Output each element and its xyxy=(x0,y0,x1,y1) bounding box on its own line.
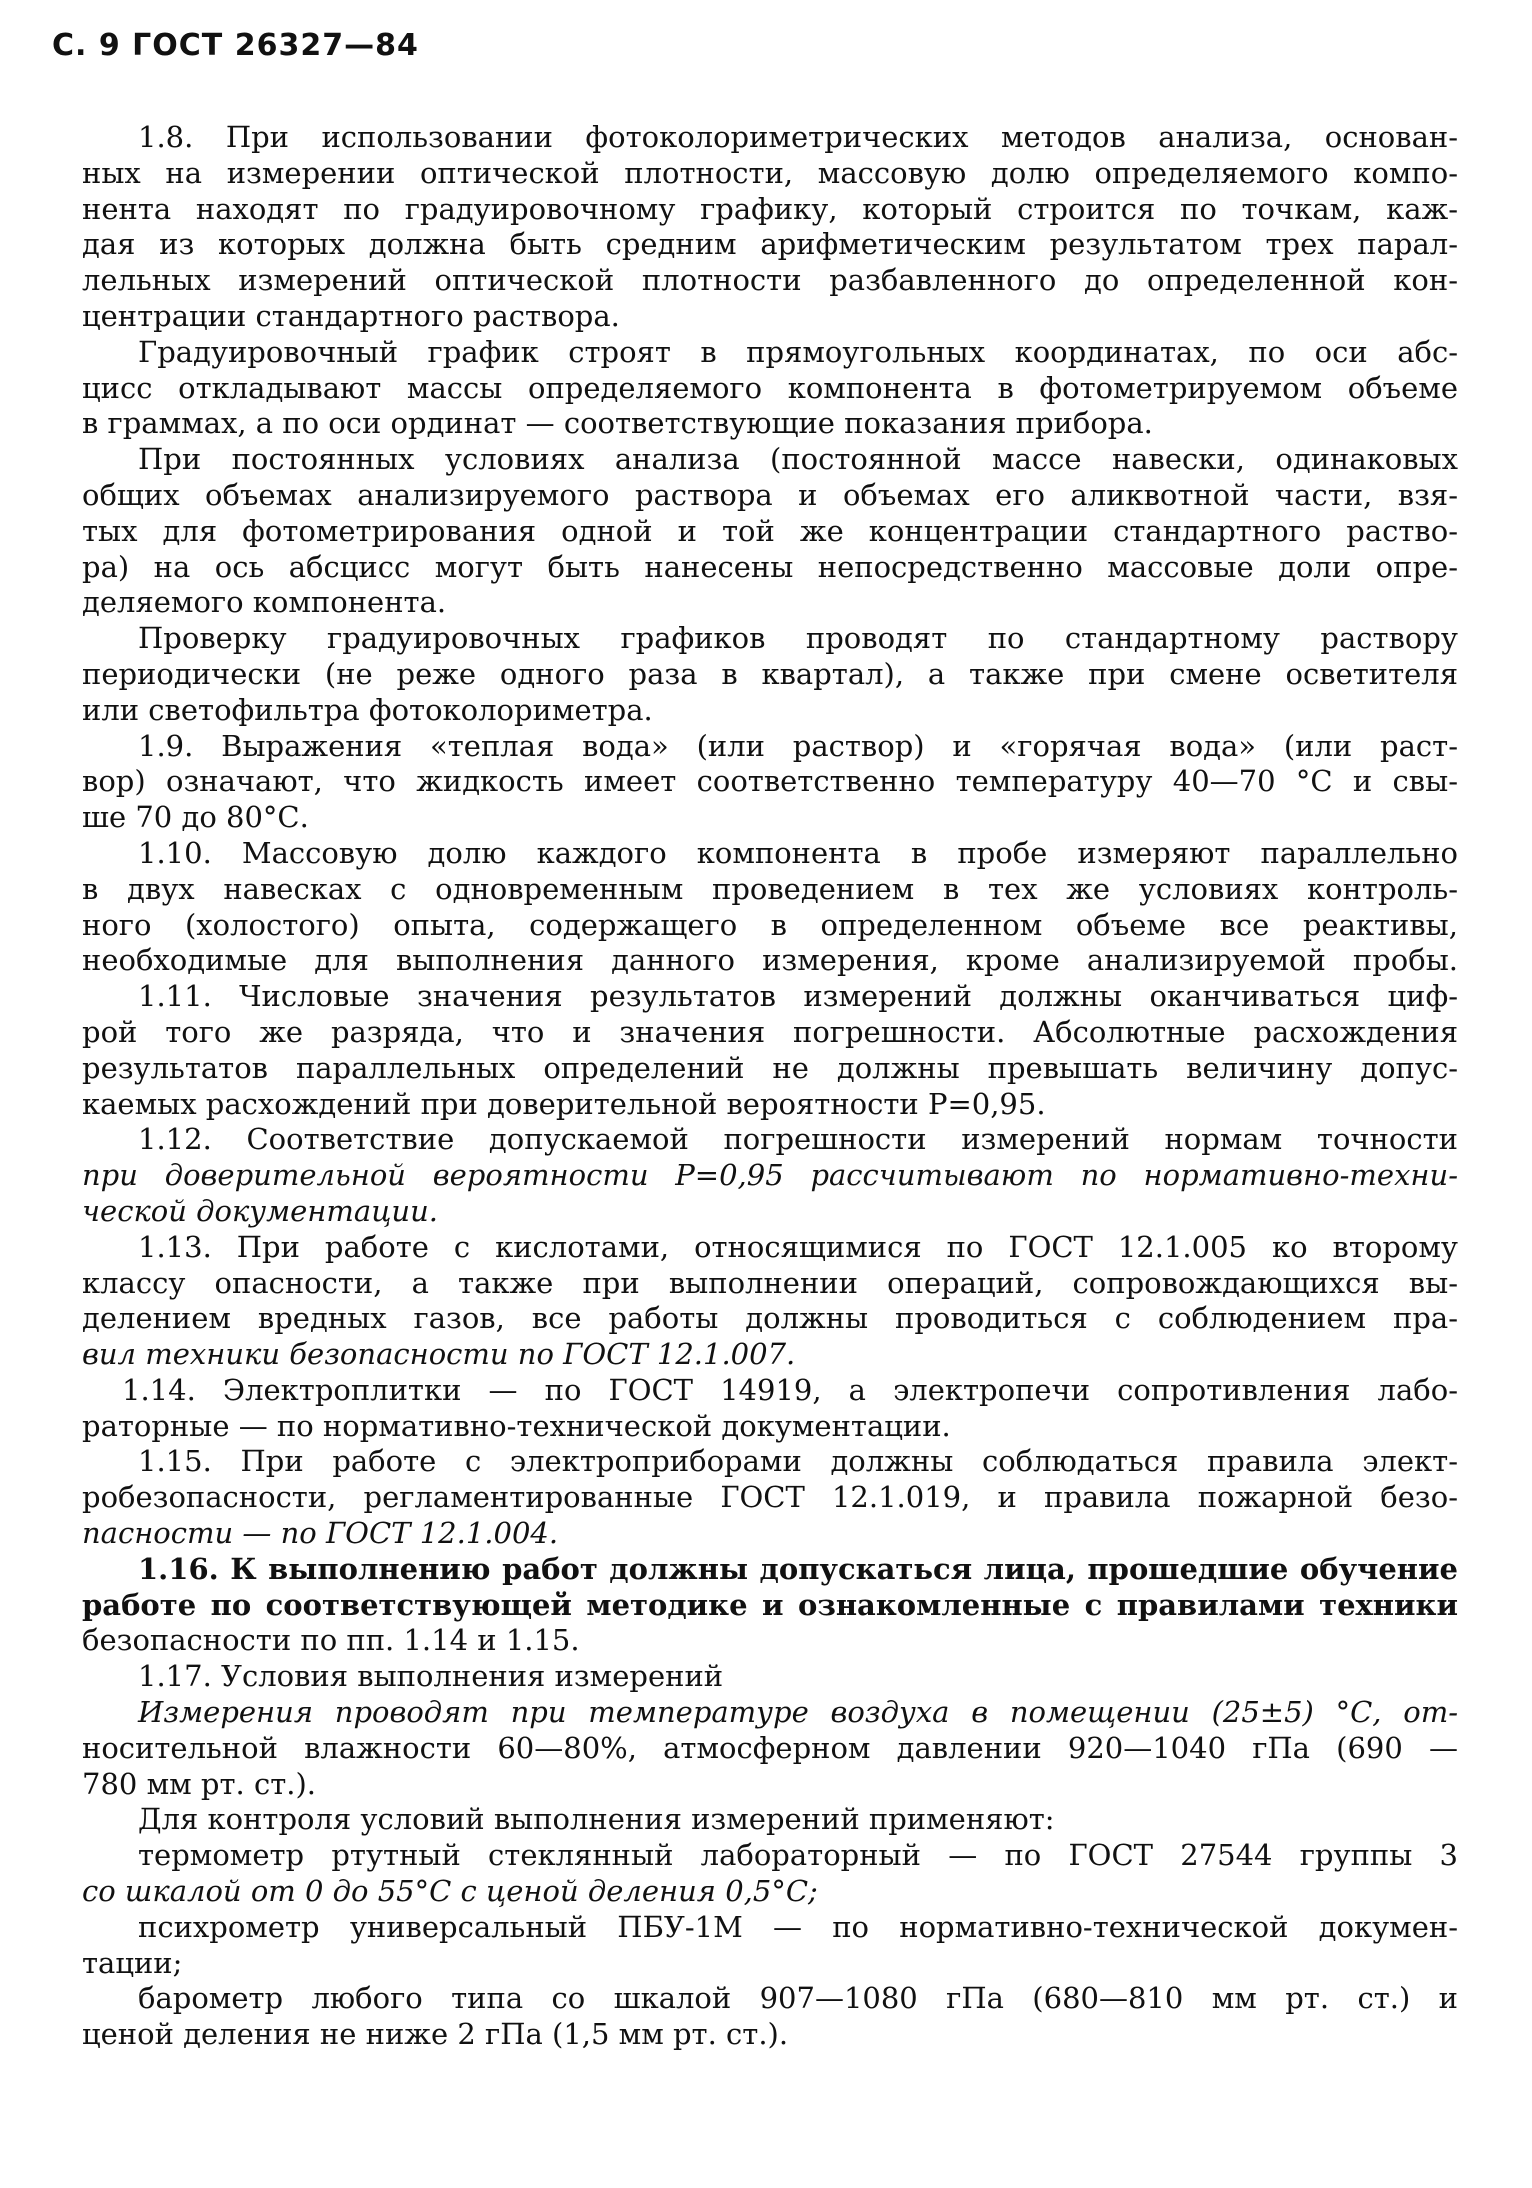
text-line: психрометр универсальный ПБУ-1М — по нормативно-технической докумен- xyxy=(138,1909,1458,1944)
text-line: нента находят по градуировочному графику, который строится по точкам, каж- xyxy=(82,191,1458,226)
paragraph-constant-conditions xyxy=(82,442,1458,621)
text-line: 1.16. К выполнению работ должны допускаться лица, прошедшие обучение xyxy=(138,1551,1458,1586)
text-line: или светофильтра фотоколориметра. xyxy=(82,692,653,727)
paragraph-control-intro xyxy=(138,1802,1458,1838)
text-line: 1.12. Соответствие допускаемой погрешности измерений нормам точности xyxy=(138,1122,1458,1157)
text-line: ных на измерении оптической плотности, массовую долю определяемого компо- xyxy=(82,155,1458,190)
text-line: работе по соответствующей методике и ознакомленные с правилами техники xyxy=(82,1587,1458,1622)
text-line: 1.13. При работе с кислотами, относящимися по ГОСТ 12.1.005 ко второму xyxy=(138,1229,1458,1264)
text-line: пасности — по ГОСТ 12.1.004. xyxy=(82,1516,559,1551)
text-line: вил техники безопасности по ГОСТ 12.1.007. xyxy=(82,1337,796,1372)
text-line: необходимые для выполнения данного измерения, кроме анализируемой пробы. xyxy=(82,943,1458,978)
body-text xyxy=(82,120,1458,2053)
list-item-barometer xyxy=(82,1981,1458,2053)
text-line: ческой документации. xyxy=(82,1193,439,1228)
text-line: результатов параллельных определений не должны превышать величину допус- xyxy=(82,1050,1458,1085)
text-line: носительной влажности 60—80%, атмосферном давлении 920—1040 гПа (690 — xyxy=(82,1730,1458,1765)
text-line: При постоянных условиях анализа (постоянной массе навески, одинаковых xyxy=(138,442,1458,477)
text-line: дая из которых должна быть средним арифметическим результатом трех парал- xyxy=(82,227,1458,262)
paragraph-1-10 xyxy=(82,835,1458,979)
paragraph-1-14 xyxy=(82,1372,1458,1445)
paragraph-1-16 xyxy=(82,1551,1458,1659)
paragraph-measurement-conditions xyxy=(82,1695,1458,1802)
text-line: деляемого компонента. xyxy=(82,585,447,620)
text-line: ше 70 до 80°С. xyxy=(82,800,309,835)
paragraph-calibration-graph xyxy=(82,334,1458,442)
text-line: 780 мм рт. ст.). xyxy=(82,1766,316,1801)
text-line: раторные — по нормативно-технической документации. xyxy=(82,1408,951,1443)
paragraph-1-12 xyxy=(82,1122,1458,1229)
list-item-thermometer xyxy=(82,1838,1458,1910)
text-line: каемых расхождений при доверительной вероятности P=0,95. xyxy=(82,1086,1046,1121)
paragraph-1-9 xyxy=(82,728,1458,836)
text-line: термометр ртутный стеклянный лабораторный — по ГОСТ 27544 группы 3 xyxy=(138,1838,1458,1873)
text-line: 1.11. Числовые значения результатов измерений должны оканчиваться циф- xyxy=(138,979,1458,1014)
paragraph-1-11 xyxy=(82,979,1458,1122)
text-line: безопасности по пп. 1.14 и 1.15. xyxy=(82,1623,580,1658)
text-line: классу опасности, а также при выполнении операций, сопровождающихся вы- xyxy=(82,1265,1458,1300)
text-line: ценой деления не ниже 2 гПа (1,5 мм рт. ст.). xyxy=(82,2017,789,2052)
text-line: Проверку градуировочных графиков проводят по стандартному раствору xyxy=(138,621,1458,656)
text-line: 1.8. При использовании фотоколориметрических методов анализа, основан- xyxy=(138,120,1458,154)
text-line: со шкалой от 0 до 55°С с ценой деления 0,5°С; xyxy=(82,1874,818,1909)
text-line: центрации стандартного раствора. xyxy=(82,298,620,333)
text-line: 1.9. Выражения «теплая вода» (или раствор) и «горячая вода» (или раст- xyxy=(138,728,1458,763)
paragraph-1-15 xyxy=(82,1444,1458,1551)
text-line: вор) означают, что жидкость имеет соответственно температуру 40—70 °С и свы- xyxy=(82,764,1458,799)
text-line: барометр любого типа со шкалой 907—1080 гПа (680—810 мм рт. ст.) и xyxy=(138,1981,1458,2016)
text-line: цисс откладывают массы определяемого компонента в фотометрируемом объеме xyxy=(82,370,1458,405)
text-line: делением вредных газов, все работы должны проводиться с соблюдением пра- xyxy=(82,1301,1458,1336)
text-line: 1.10. Массовую долю каждого компонента в пробе измеряют параллельно xyxy=(138,835,1458,870)
paragraph-graph-check xyxy=(82,621,1458,728)
paragraph-1-17-heading xyxy=(138,1659,1458,1695)
text-line: ра) на ось абсцисс могут быть нанесены непосредственно массовые доли опре- xyxy=(82,549,1458,584)
text-line: в двух навесках с одновременным проведением в тех же условиях контроль- xyxy=(82,871,1458,906)
text-line: тых для фотометрирования одной и той же концентрации стандартного раство- xyxy=(82,513,1458,548)
running-head: С. 9 ГОСТ 26327—84 xyxy=(52,28,419,63)
text-line: 1.17. Условия выполнения измерений xyxy=(138,1659,724,1694)
text-line: тации; xyxy=(82,1945,183,1980)
text-line: ного (холостого) опыта, содержащего в определенном объеме все реактивы, xyxy=(82,907,1458,942)
text-line: 1.15. При работе с электроприборами должны соблюдаться правила элект- xyxy=(138,1444,1458,1479)
text-line: в граммах, а по оси ординат — соответствующие показания прибора. xyxy=(82,406,1153,441)
paragraph-1-8 xyxy=(82,120,1458,335)
text-line: рой того же разряда, что и значения погрешности. Абсолютные расхождения xyxy=(82,1014,1458,1049)
text-line: Для контроля условий выполнения измерений применяют: xyxy=(138,1802,1055,1837)
paragraph-1-13 xyxy=(82,1229,1458,1373)
list-item-psychrometer xyxy=(82,1909,1458,1982)
text-line: Градуировочный график строят в прямоугольных координатах, по оси абс- xyxy=(138,334,1458,369)
text-line: общих объемах анализируемого раствора и объемах его аликвотной части, взя- xyxy=(82,477,1458,512)
text-line: 1.14. Электроплитки — по ГОСТ 14919, а электропечи сопротивления лабо- xyxy=(122,1372,1458,1407)
text-line: при доверительной вероятности P=0,95 рассчитывают по нормативно-техни- xyxy=(82,1158,1458,1193)
text-line: Измерения проводят при температуре воздуха в помещении (25±5) °С, от- xyxy=(138,1695,1458,1730)
text-line: периодически (не реже одного раза в квартал), а также при смене осветителя xyxy=(82,656,1458,691)
text-line: лельных измерений оптической плотности разбавленного до определенной кон- xyxy=(82,263,1458,298)
text-line: робезопасности, регламентированные ГОСТ 12.1.019, и правила пожарной безо- xyxy=(82,1480,1458,1515)
